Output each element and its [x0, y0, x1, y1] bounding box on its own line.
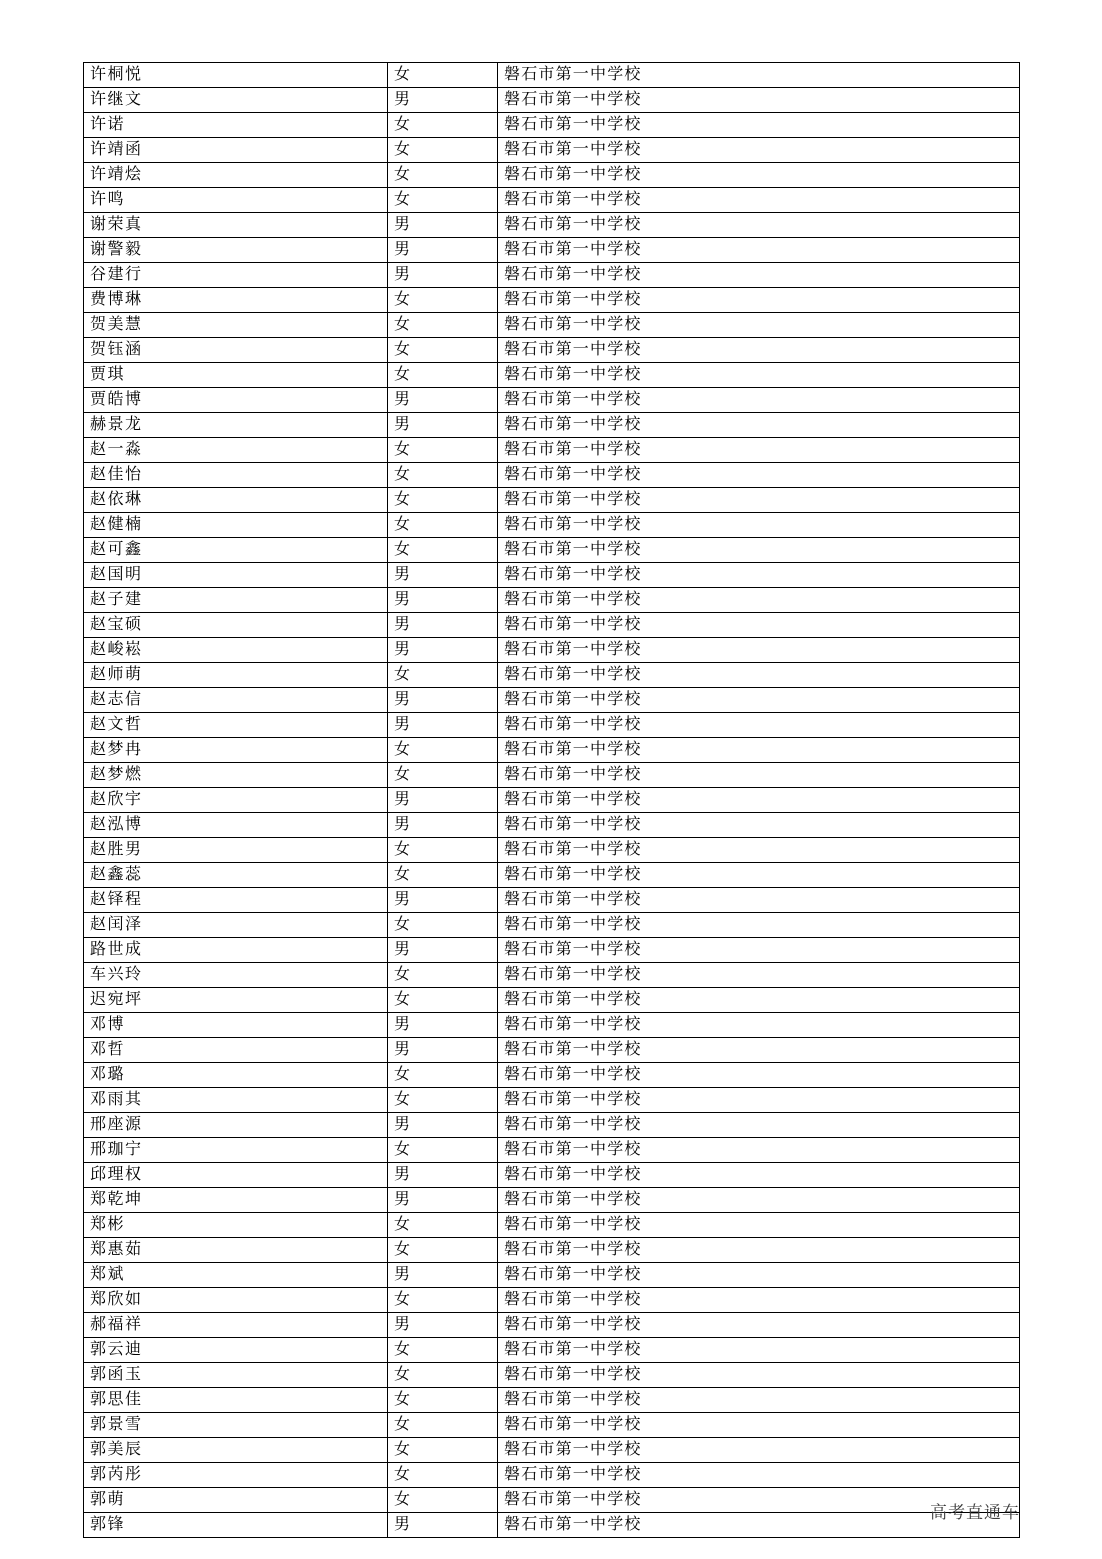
cell-student-gender: 女	[388, 913, 498, 938]
cell-student-gender: 男	[388, 588, 498, 613]
cell-student-name: 路世成	[84, 938, 388, 963]
cell-student-name: 贺钰涵	[84, 338, 388, 363]
table-row	[84, 1013, 1020, 1038]
table-row	[84, 438, 1020, 463]
cell-student-gender: 女	[388, 1413, 498, 1438]
table-row	[84, 913, 1020, 938]
cell-student-gender: 女	[388, 663, 498, 688]
cell-student-gender: 男	[388, 938, 498, 963]
cell-student-gender: 男	[388, 613, 498, 638]
cell-student-gender: 女	[388, 363, 498, 388]
table-row	[84, 1113, 1020, 1138]
table-row	[84, 288, 1020, 313]
cell-student-school: 磐石市第一中学校	[498, 1363, 1020, 1388]
cell-student-school: 磐石市第一中学校	[498, 1013, 1020, 1038]
table-row	[84, 363, 1020, 388]
cell-student-school: 磐石市第一中学校	[498, 1038, 1020, 1063]
cell-student-name: 郑乾坤	[84, 1188, 388, 1213]
table-row	[84, 738, 1020, 763]
cell-student-school: 磐石市第一中学校	[498, 863, 1020, 888]
cell-student-gender: 男	[388, 888, 498, 913]
table-row	[84, 888, 1020, 913]
cell-student-name: 赵志信	[84, 688, 388, 713]
table-row	[84, 588, 1020, 613]
table-row	[84, 788, 1020, 813]
table-row	[84, 263, 1020, 288]
table-body	[84, 63, 1020, 1538]
table-row	[84, 1363, 1020, 1388]
cell-student-school: 磐石市第一中学校	[498, 1463, 1020, 1488]
cell-student-school: 磐石市第一中学校	[498, 788, 1020, 813]
cell-student-gender: 女	[388, 188, 498, 213]
cell-student-name: 邱理权	[84, 1163, 388, 1188]
cell-student-name: 赵峻崧	[84, 638, 388, 663]
cell-student-school: 磐石市第一中学校	[498, 713, 1020, 738]
cell-student-name: 许继文	[84, 88, 388, 113]
cell-student-school: 磐石市第一中学校	[498, 488, 1020, 513]
table-row	[84, 213, 1020, 238]
cell-student-school: 磐石市第一中学校	[498, 938, 1020, 963]
table-row	[84, 1263, 1020, 1288]
cell-student-gender: 女	[388, 288, 498, 313]
table-row	[84, 388, 1020, 413]
cell-student-gender: 女	[388, 1288, 498, 1313]
cell-student-gender: 女	[388, 863, 498, 888]
cell-student-school: 磐石市第一中学校	[498, 1063, 1020, 1088]
table-row	[84, 88, 1020, 113]
watermark: 高考直通车	[930, 1503, 1020, 1522]
cell-student-school: 磐石市第一中学校	[498, 563, 1020, 588]
cell-student-school: 磐石市第一中学校	[498, 313, 1020, 338]
table-row	[84, 1063, 1020, 1088]
table-row	[84, 488, 1020, 513]
table-row	[84, 1238, 1020, 1263]
cell-student-name: 许靖烩	[84, 163, 388, 188]
cell-student-name: 赵胜男	[84, 838, 388, 863]
cell-student-gender: 女	[388, 338, 498, 363]
cell-student-name: 赵子建	[84, 588, 388, 613]
cell-student-name: 郭函玉	[84, 1363, 388, 1388]
table-row	[84, 663, 1020, 688]
cell-student-gender: 女	[388, 1363, 498, 1388]
table-row	[84, 938, 1020, 963]
table-row	[84, 1338, 1020, 1363]
cell-student-name: 赫景龙	[84, 413, 388, 438]
cell-student-name: 贾皓博	[84, 388, 388, 413]
table-row	[84, 713, 1020, 738]
cell-student-school: 磐石市第一中学校	[498, 813, 1020, 838]
table-row	[84, 513, 1020, 538]
cell-student-gender: 女	[388, 313, 498, 338]
cell-student-gender: 女	[388, 1388, 498, 1413]
cell-student-name: 许靖函	[84, 138, 388, 163]
cell-student-gender: 男	[388, 213, 498, 238]
cell-student-name: 邢珈宁	[84, 1138, 388, 1163]
cell-student-school: 磐石市第一中学校	[498, 238, 1020, 263]
cell-student-name: 郭景雪	[84, 1413, 388, 1438]
table-row	[84, 1388, 1020, 1413]
cell-student-school: 磐石市第一中学校	[498, 163, 1020, 188]
cell-student-school: 磐石市第一中学校	[498, 1113, 1020, 1138]
cell-student-name: 车兴玲	[84, 963, 388, 988]
cell-student-name: 赵宝硕	[84, 613, 388, 638]
cell-student-name: 赵可鑫	[84, 538, 388, 563]
cell-student-school: 磐石市第一中学校	[498, 1288, 1020, 1313]
cell-student-school: 磐石市第一中学校	[498, 1313, 1020, 1338]
table-row	[84, 863, 1020, 888]
cell-student-school: 磐石市第一中学校	[498, 988, 1020, 1013]
cell-student-name: 邓雨其	[84, 1088, 388, 1113]
table-row	[84, 1438, 1020, 1463]
cell-student-name: 许桐悦	[84, 63, 388, 88]
cell-student-name: 郑欣如	[84, 1288, 388, 1313]
cell-student-school: 磐石市第一中学校	[498, 888, 1020, 913]
cell-student-gender: 男	[388, 1113, 498, 1138]
table-row	[84, 338, 1020, 363]
cell-student-gender: 男	[388, 88, 498, 113]
cell-student-name: 赵依琳	[84, 488, 388, 513]
cell-student-school: 磐石市第一中学校	[498, 113, 1020, 138]
cell-student-gender: 女	[388, 463, 498, 488]
cell-student-school: 磐石市第一中学校	[498, 338, 1020, 363]
cell-student-gender: 女	[388, 1488, 498, 1513]
cell-student-gender: 男	[388, 263, 498, 288]
cell-student-gender: 女	[388, 838, 498, 863]
cell-student-school: 磐石市第一中学校	[498, 288, 1020, 313]
cell-student-name: 赵健楠	[84, 513, 388, 538]
cell-student-name: 郭萌	[84, 1488, 388, 1513]
table-row	[84, 688, 1020, 713]
table-row	[84, 1288, 1020, 1313]
cell-student-name: 许诺	[84, 113, 388, 138]
table-row	[84, 188, 1020, 213]
cell-student-gender: 男	[388, 1263, 498, 1288]
cell-student-school: 磐石市第一中学校	[498, 513, 1020, 538]
cell-student-name: 费博琳	[84, 288, 388, 313]
cell-student-school: 磐石市第一中学校	[498, 1338, 1020, 1363]
cell-student-gender: 女	[388, 763, 498, 788]
cell-student-gender: 女	[388, 138, 498, 163]
cell-student-school: 磐石市第一中学校	[498, 1163, 1020, 1188]
table-row	[84, 1038, 1020, 1063]
cell-student-gender: 男	[388, 238, 498, 263]
cell-student-gender: 男	[388, 1013, 498, 1038]
cell-student-gender: 女	[388, 488, 498, 513]
cell-student-school: 磐石市第一中学校	[498, 1388, 1020, 1413]
cell-student-name: 郑斌	[84, 1263, 388, 1288]
cell-student-name: 赵师萌	[84, 663, 388, 688]
cell-student-school: 磐石市第一中学校	[498, 63, 1020, 88]
cell-student-gender: 女	[388, 1088, 498, 1113]
cell-student-name: 赵文哲	[84, 713, 388, 738]
table-row	[84, 838, 1020, 863]
cell-student-gender: 女	[388, 163, 498, 188]
cell-student-school: 磐石市第一中学校	[498, 263, 1020, 288]
cell-student-school: 磐石市第一中学校	[498, 1088, 1020, 1113]
cell-student-gender: 男	[388, 413, 498, 438]
cell-student-name: 许鸣	[84, 188, 388, 213]
cell-student-gender: 男	[388, 638, 498, 663]
table-row	[84, 813, 1020, 838]
cell-student-school: 磐石市第一中学校	[498, 1513, 1020, 1538]
cell-student-school: 磐石市第一中学校	[498, 388, 1020, 413]
cell-student-school: 磐石市第一中学校	[498, 913, 1020, 938]
cell-student-gender: 男	[388, 1513, 498, 1538]
cell-student-name: 谢荣真	[84, 213, 388, 238]
table-row	[84, 563, 1020, 588]
cell-student-gender: 男	[388, 1188, 498, 1213]
table-row	[84, 1413, 1020, 1438]
cell-student-school: 磐石市第一中学校	[498, 438, 1020, 463]
cell-student-gender: 男	[388, 1313, 498, 1338]
cell-student-gender: 女	[388, 1063, 498, 1088]
table-row	[84, 613, 1020, 638]
cell-student-name: 赵佳怡	[84, 463, 388, 488]
cell-student-name: 邓璐	[84, 1063, 388, 1088]
cell-student-school: 磐石市第一中学校	[498, 663, 1020, 688]
cell-student-gender: 女	[388, 988, 498, 1013]
cell-student-school: 磐石市第一中学校	[498, 88, 1020, 113]
cell-student-name: 赵梦燃	[84, 763, 388, 788]
cell-student-gender: 女	[388, 1213, 498, 1238]
cell-student-school: 磐石市第一中学校	[498, 963, 1020, 988]
cell-student-name: 邓哲	[84, 1038, 388, 1063]
cell-student-name: 赵闰泽	[84, 913, 388, 938]
table-row	[84, 1213, 1020, 1238]
table-row	[84, 1488, 1020, 1513]
cell-student-school: 磐石市第一中学校	[498, 838, 1020, 863]
cell-student-gender: 女	[388, 1138, 498, 1163]
cell-student-gender: 男	[388, 1163, 498, 1188]
cell-student-gender: 男	[388, 713, 498, 738]
cell-student-school: 磐石市第一中学校	[498, 1138, 1020, 1163]
cell-student-name: 郭芮彤	[84, 1463, 388, 1488]
cell-student-name: 贺美慧	[84, 313, 388, 338]
cell-student-name: 郭思佳	[84, 1388, 388, 1413]
cell-student-school: 磐石市第一中学校	[498, 363, 1020, 388]
table-row	[84, 963, 1020, 988]
cell-student-school: 磐石市第一中学校	[498, 1263, 1020, 1288]
cell-student-school: 磐石市第一中学校	[498, 613, 1020, 638]
cell-student-name: 郑惠茹	[84, 1238, 388, 1263]
cell-student-school: 磐石市第一中学校	[498, 1238, 1020, 1263]
table-row	[84, 638, 1020, 663]
cell-student-gender: 男	[388, 1038, 498, 1063]
cell-student-school: 磐石市第一中学校	[498, 413, 1020, 438]
table-row	[84, 1088, 1020, 1113]
cell-student-name: 赵铎程	[84, 888, 388, 913]
cell-student-gender: 女	[388, 963, 498, 988]
table-row	[84, 763, 1020, 788]
table-row	[84, 1163, 1020, 1188]
cell-student-school: 磐石市第一中学校	[498, 1413, 1020, 1438]
cell-student-gender: 女	[388, 1238, 498, 1263]
cell-student-name: 郭云迪	[84, 1338, 388, 1363]
cell-student-school: 磐石市第一中学校	[498, 538, 1020, 563]
cell-student-name: 赵欣宇	[84, 788, 388, 813]
cell-student-school: 磐石市第一中学校	[498, 688, 1020, 713]
cell-student-gender: 女	[388, 1338, 498, 1363]
cell-student-gender: 女	[388, 1438, 498, 1463]
cell-student-gender: 男	[388, 788, 498, 813]
cell-student-name: 赵一淼	[84, 438, 388, 463]
cell-student-name: 谷建行	[84, 263, 388, 288]
cell-student-name: 赵梦冉	[84, 738, 388, 763]
cell-student-name: 郭锋	[84, 1513, 388, 1538]
table-row	[84, 1513, 1020, 1538]
cell-student-gender: 男	[388, 388, 498, 413]
cell-student-gender: 女	[388, 538, 498, 563]
cell-student-school: 磐石市第一中学校	[498, 738, 1020, 763]
table-row	[84, 538, 1020, 563]
cell-student-name: 赵国明	[84, 563, 388, 588]
cell-student-name: 谢警毅	[84, 238, 388, 263]
table-row	[84, 1313, 1020, 1338]
cell-student-gender: 女	[388, 513, 498, 538]
cell-student-name: 邢座源	[84, 1113, 388, 1138]
cell-student-name: 邓博	[84, 1013, 388, 1038]
cell-student-school: 磐石市第一中学校	[498, 588, 1020, 613]
cell-student-gender: 女	[388, 1463, 498, 1488]
table-row	[84, 463, 1020, 488]
student-roster-table	[83, 62, 1020, 1538]
table-row	[84, 413, 1020, 438]
cell-student-school: 磐石市第一中学校	[498, 1213, 1020, 1238]
table-row	[84, 1188, 1020, 1213]
cell-student-gender: 男	[388, 688, 498, 713]
table-row	[84, 138, 1020, 163]
cell-student-name: 郑彬	[84, 1213, 388, 1238]
cell-student-name: 郭美辰	[84, 1438, 388, 1463]
cell-student-school: 磐石市第一中学校	[498, 638, 1020, 663]
table-row	[84, 313, 1020, 338]
cell-student-school: 磐石市第一中学校	[498, 763, 1020, 788]
table-row	[84, 113, 1020, 138]
cell-student-school: 磐石市第一中学校	[498, 213, 1020, 238]
cell-student-name: 迟宛坪	[84, 988, 388, 1013]
table-row	[84, 1463, 1020, 1488]
cell-student-school: 磐石市第一中学校	[498, 138, 1020, 163]
cell-student-school: 磐石市第一中学校	[498, 1488, 1020, 1513]
cell-student-school: 磐石市第一中学校	[498, 1188, 1020, 1213]
table-row	[84, 63, 1020, 88]
cell-student-gender: 男	[388, 813, 498, 838]
cell-student-school: 磐石市第一中学校	[498, 188, 1020, 213]
cell-student-school: 磐石市第一中学校	[498, 463, 1020, 488]
cell-student-gender: 女	[388, 438, 498, 463]
cell-student-name: 贾琪	[84, 363, 388, 388]
table-row	[84, 163, 1020, 188]
cell-student-gender: 女	[388, 63, 498, 88]
table-row	[84, 988, 1020, 1013]
cell-student-school: 磐石市第一中学校	[498, 1438, 1020, 1463]
cell-student-gender: 女	[388, 738, 498, 763]
cell-student-name: 赵泓博	[84, 813, 388, 838]
cell-student-gender: 女	[388, 113, 498, 138]
cell-student-gender: 男	[388, 563, 498, 588]
table-row	[84, 1138, 1020, 1163]
cell-student-name: 郝福祥	[84, 1313, 388, 1338]
cell-student-name: 赵鑫蕊	[84, 863, 388, 888]
table-row	[84, 238, 1020, 263]
